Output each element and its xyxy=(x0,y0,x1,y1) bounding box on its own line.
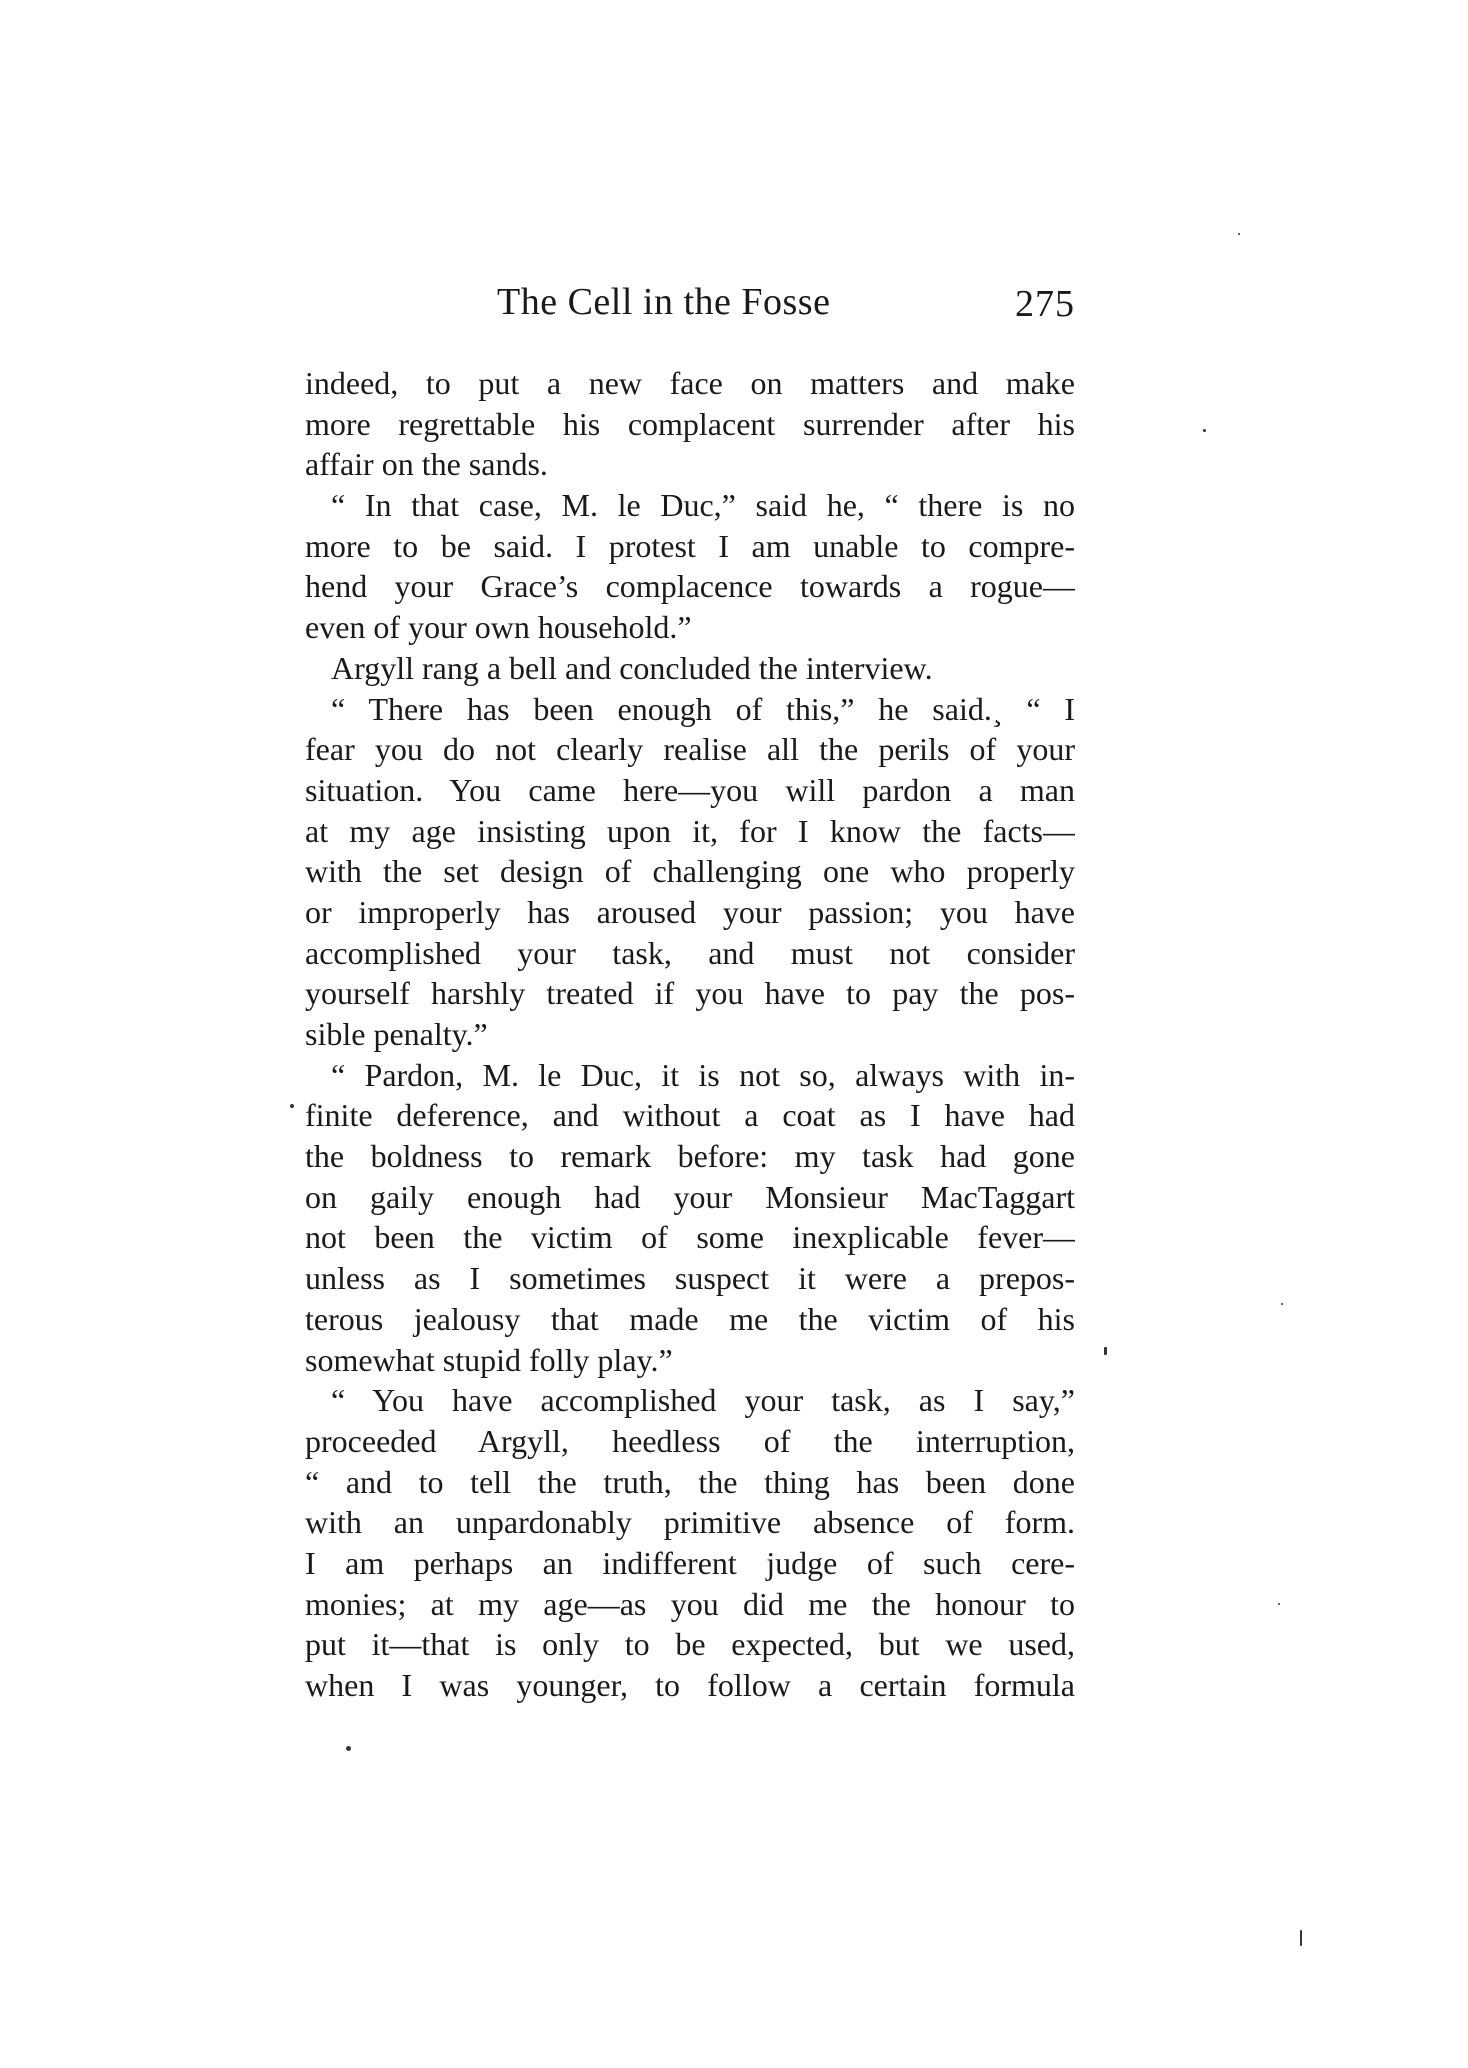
text-line: even of your own household.” xyxy=(305,609,692,646)
text-line: at my age insisting upon it, for I know the facts— xyxy=(305,812,1075,849)
text-line: with an unpardonably primitive absence of form. xyxy=(305,1504,1075,1541)
scan-speck xyxy=(1281,1303,1283,1305)
scan-speck xyxy=(1238,233,1240,235)
body-text xyxy=(305,363,1075,1706)
text-line: situation. You came here—you will pardon a man xyxy=(305,771,1075,808)
scan-speck xyxy=(1300,1930,1302,1946)
text-line: “ In that case, M. le Duc,” said he, “ there is no xyxy=(331,487,1075,524)
text-line: sible penalty.” xyxy=(305,1016,488,1052)
scan-speck xyxy=(346,1746,351,1751)
text-line: or improperly has aroused your passion; you have xyxy=(305,893,1075,930)
text-line: “ You have accomplished your task, as I say,” xyxy=(331,1382,1075,1419)
running-head xyxy=(305,280,1075,340)
page-number: 275 xyxy=(1015,283,1075,325)
text-line: finite deference, and without a coat as I have had xyxy=(305,1097,1075,1134)
text-line: fear you do not clearly realise all the perils of your xyxy=(305,731,1075,768)
text-line: yourself harshly treated if you have to pay the pos- xyxy=(305,975,1075,1012)
scan-speck xyxy=(1278,1603,1280,1605)
text-line: somewhat stupid folly play.” xyxy=(305,1341,673,1378)
text-line: the boldness to remark before: my task had gone xyxy=(305,1138,1075,1175)
chapter-title: The Cell in the Fosse xyxy=(497,281,831,323)
text-line: when I was younger, to follow a certain formula xyxy=(305,1667,1075,1703)
text-line: on gaily enough had your Monsieur MacTaggart xyxy=(305,1178,1075,1215)
text-line: unless as I sometimes suspect it were a prepos- xyxy=(305,1260,1075,1297)
text-line: “ and to tell the truth, the thing has been done xyxy=(305,1463,1075,1500)
text-line: hend your Grace’s complacence towards a rogue— xyxy=(305,568,1075,605)
scan-speck xyxy=(290,1104,294,1108)
text-line: “ There has been enough of this,” he said.¸ “ I xyxy=(331,690,1075,727)
text-line: Argyll rang a bell and concluded the interview. xyxy=(331,649,933,686)
text-line: proceeded Argyll, heedless of the interruption, xyxy=(305,1422,1075,1459)
text-line: accomplished your task, and must not consider xyxy=(305,934,1075,971)
text-line: put it—that is only to be expected, but we used, xyxy=(305,1626,1075,1663)
text-line: terous jealousy that made me the victim of his xyxy=(305,1300,1075,1337)
text-line: not been the victim of some inexplicable fever— xyxy=(305,1219,1075,1256)
text-line: affair on the sands. xyxy=(305,446,548,483)
text-line: monies; at my age—as you did me the honour to xyxy=(305,1585,1075,1622)
text-line: I am perhaps an indifferent judge of such cere- xyxy=(305,1544,1075,1581)
scan-speck xyxy=(1104,1347,1107,1355)
scan-speck xyxy=(1203,429,1206,432)
text-line: “ Pardon, M. le Duc, it is not so, always with in- xyxy=(331,1056,1075,1093)
text-line: more to be said. I protest I am unable to compre- xyxy=(305,527,1075,564)
text-line: more regrettable his complacent surrender after his xyxy=(305,405,1075,442)
text-line: with the set design of challenging one who properly xyxy=(305,853,1075,890)
text-line: indeed, to put a new face on matters and make xyxy=(305,365,1075,401)
